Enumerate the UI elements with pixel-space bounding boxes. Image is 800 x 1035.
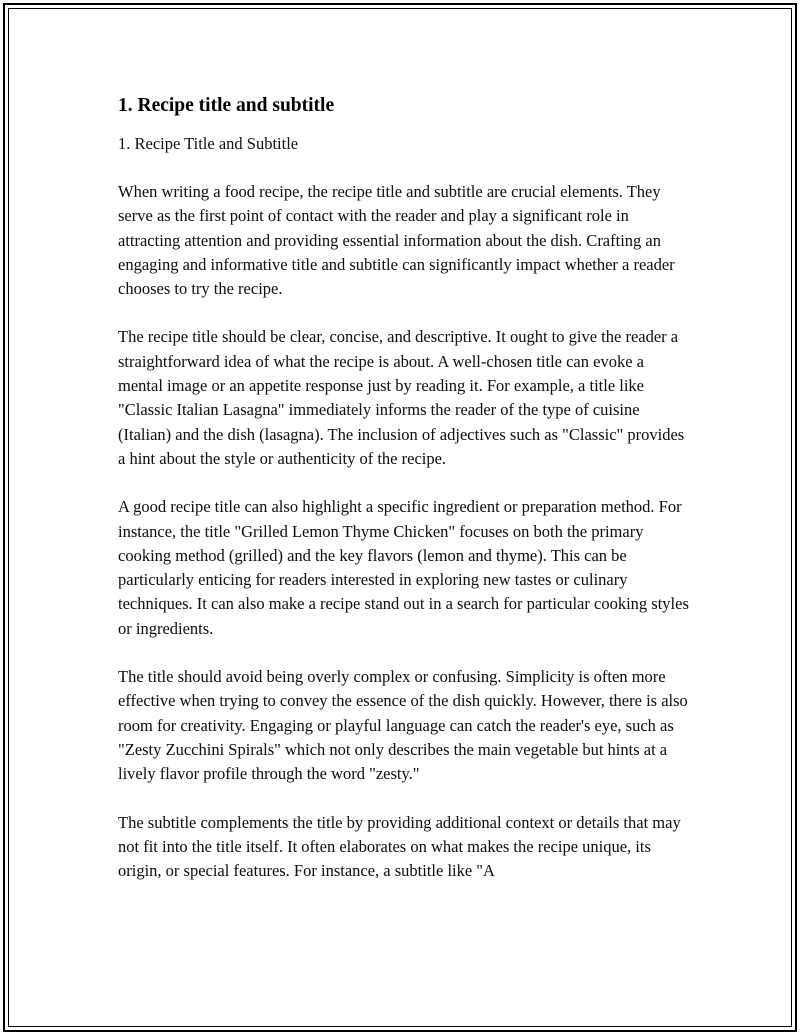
paragraph-intro: When writing a food recipe, the recipe title and subtitle are crucial elements. They serve as the first point of contact with the reader and play a significant role in attracting attention and providing essential information about the dish. Crafting an engaging and informative title and subtitle can significantly impact whether a reader chooses to try the recipe. xyxy=(118,182,675,299)
section-subheading: 1. Recipe Title and Subtitle xyxy=(118,134,299,153)
document-body xyxy=(118,94,690,907)
paragraph-title-clarity: The recipe title should be clear, concise, and descriptive. It ought to give the reader a straightforward idea of what the recipe is about. A well-chosen title can evoke a mental image or an appetite response just by reading it. For example, a title like "Classic Italian Lasagna" immediately informs the reader of the type of cuisine (Italian) and the dish (lasagna). The inclusion of adjectives such as "Classic" provides a hint about the style or authenticity of the recipe. xyxy=(118,327,685,468)
paragraph-subtitle: The subtitle complements the title by providing additional context or details that may not fit into the title itself. It often elaborates on what makes the recipe unique, its origin, or special features. For instance, a subtitle like "A xyxy=(118,812,681,881)
paragraph-ingredient-highlight: A good recipe title can also highlight a specific ingredient or preparation method. For instance, the title "Grilled Lemon Thyme Chicken" focuses on both the primary cooking method (grilled) and the key flavors (lemon and thyme). This can be particularly enticing for readers interested in exploring new tastes or culinary techniques. It can also make a recipe stand out in a search for particular cooking styles or ingredients. xyxy=(118,497,689,638)
paragraph-simplicity: The title should avoid being overly complex or confusing. Simplicity is often more effective when trying to convey the essence of the dish quickly. However, there is also room for creativity. Engaging or playful language can catch the reader's eye, such as "Zesty Zucchini Spirals" which not only describes the main vegetable but hints at a lively flavor profile through the word "zesty." xyxy=(118,667,688,784)
section-heading: 1. Recipe title and subtitle xyxy=(118,95,335,116)
